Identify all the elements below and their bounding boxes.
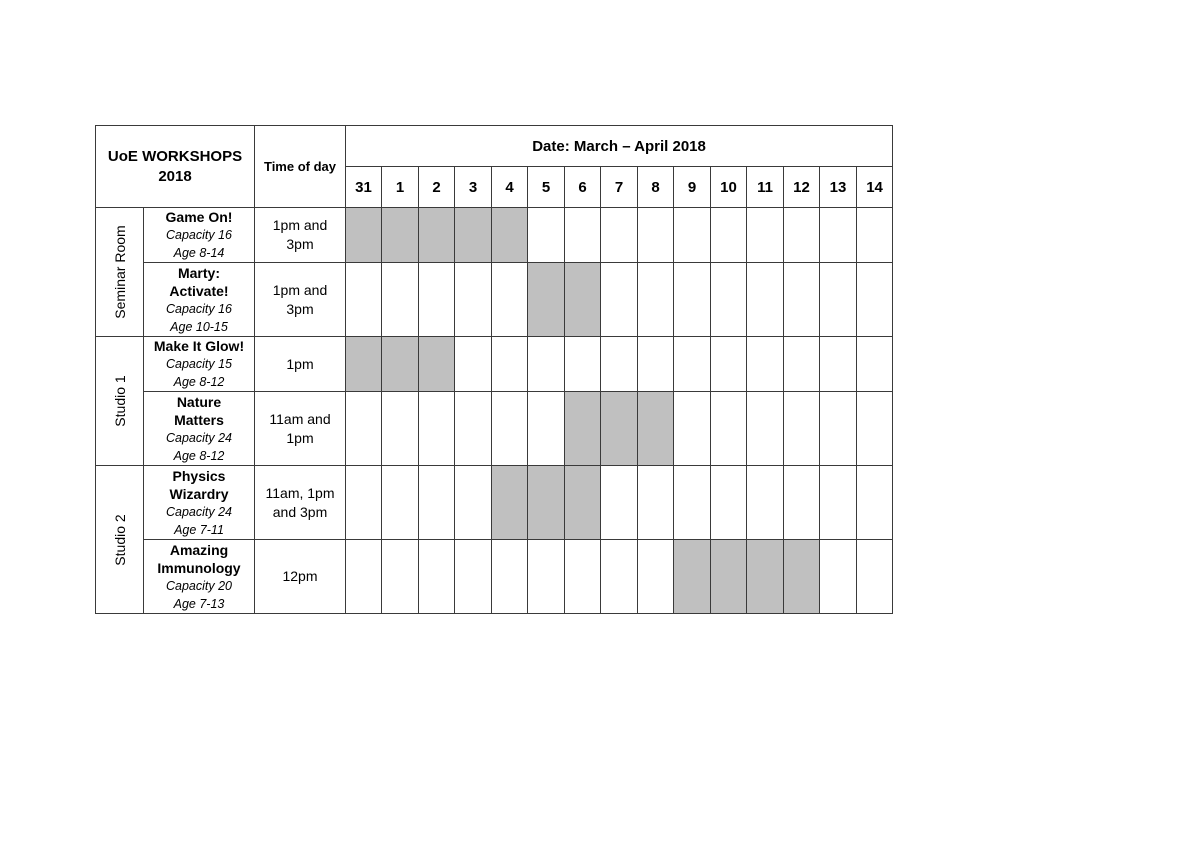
empty-day-cell [638,208,674,263]
workshop-name: Matters [174,411,224,428]
time-line: 3pm [286,236,314,252]
day-header-12: 12 [784,167,820,208]
workshop-time [255,466,346,540]
workshop-info-cell [144,540,255,614]
workshop-info-cell [144,466,255,540]
empty-day-cell [711,466,747,540]
day-header-31: 31 [346,167,382,208]
empty-day-cell [674,466,711,540]
time-of-day-header: Time of day [255,126,346,208]
empty-day-cell [382,466,419,540]
empty-day-cell [419,392,455,466]
empty-day-cell [565,540,601,614]
workshop-info-cell [144,337,255,392]
empty-day-cell [857,337,893,392]
workshop-row [96,263,893,337]
scheduled-day-cell [565,466,601,540]
workshop-time [255,337,346,392]
empty-day-cell [601,540,638,614]
empty-day-cell [784,208,820,263]
empty-day-cell [711,208,747,263]
empty-day-cell [857,263,893,337]
workshop-schedule-table [95,125,893,614]
scheduled-day-cell [382,208,419,263]
scheduled-day-cell [528,263,565,337]
workshop-row [96,466,893,540]
workshop-age: Age 8-12 [173,448,225,463]
workshop-age: Age 10-15 [170,319,228,334]
workshop-capacity: Capacity 24 [165,504,232,519]
workshop-info-cell [144,392,255,466]
workshop-row [96,208,893,263]
empty-day-cell [711,337,747,392]
day-header-7: 7 [601,167,638,208]
header-row-top [96,126,893,167]
empty-day-cell [857,540,893,614]
workshops-title [96,126,255,208]
day-header-4: 4 [492,167,528,208]
empty-day-cell [601,466,638,540]
scheduled-day-cell [346,337,382,392]
workshop-age: Age 7-13 [173,596,225,611]
empty-day-cell [565,337,601,392]
title-line-2: 2018 [158,167,192,185]
time-line: 11am, 1pm [265,484,335,501]
empty-day-cell [492,263,528,337]
scheduled-day-cell [601,392,638,466]
title-line-1: UoE WORKSHOPS [107,147,243,165]
day-header-6: 6 [565,167,601,208]
scheduled-day-cell [382,337,419,392]
day-header-1: 1 [382,167,419,208]
workshop-age: Age 7-11 [174,522,224,537]
empty-day-cell [492,392,528,466]
empty-day-cell [784,337,820,392]
schedule-body [96,208,893,614]
workshop-name: Make It Glow! [153,338,245,354]
empty-day-cell [382,392,419,466]
empty-day-cell [747,263,784,337]
room-label-cell [96,208,144,337]
empty-day-cell [820,540,857,614]
scheduled-day-cell [492,208,528,263]
empty-day-cell [747,208,784,263]
empty-day-cell [455,263,492,337]
empty-day-cell [528,392,565,466]
empty-day-cell [747,392,784,466]
empty-day-cell [528,337,565,392]
time-line: 3pm [286,300,314,317]
day-header-14: 14 [857,167,893,208]
workshop-info-cell [144,208,255,263]
scheduled-day-cell [565,263,601,337]
empty-day-cell [820,208,857,263]
empty-day-cell [601,208,638,263]
day-header-5: 5 [528,167,565,208]
workshop-name: Nature [176,393,222,410]
empty-day-cell [528,540,565,614]
empty-day-cell [820,392,857,466]
empty-day-cell [455,392,492,466]
workshop-capacity: Capacity 16 [165,301,232,316]
day-header-13: 13 [820,167,857,208]
workshop-name: Physics [172,467,226,484]
empty-day-cell [638,337,674,392]
workshop-capacity: Capacity 24 [165,430,232,445]
workshop-time [255,208,346,263]
scheduled-day-cell [674,540,711,614]
scheduled-day-cell [346,208,382,263]
schedule-header [96,126,893,208]
date-range-header: Date: March – April 2018 [346,126,893,167]
scheduled-day-cell [528,466,565,540]
empty-day-cell [711,263,747,337]
time-line: 12pm [282,568,318,584]
scheduled-day-cell [565,392,601,466]
day-header-2: 2 [419,167,455,208]
empty-day-cell [674,337,711,392]
workshop-age: Age 8-12 [173,375,225,389]
workshop-row [96,540,893,614]
workshop-name: Marty: [177,264,220,281]
empty-day-cell [820,466,857,540]
scheduled-day-cell [419,337,455,392]
empty-day-cell [455,466,492,540]
scheduled-day-cell [638,392,674,466]
empty-day-cell [674,208,711,263]
day-header-3: 3 [455,167,492,208]
scheduled-day-cell [711,540,747,614]
empty-day-cell [638,466,674,540]
workshop-name: Wizardry [169,485,229,502]
empty-day-cell [784,263,820,337]
empty-day-cell [601,337,638,392]
empty-day-cell [857,466,893,540]
empty-day-cell [784,392,820,466]
workshop-name: Game On! [165,209,233,225]
workshop-capacity: Capacity 16 [165,228,232,242]
empty-day-cell [857,208,893,263]
workshop-time [255,540,346,614]
day-header-11: 11 [747,167,784,208]
time-line: and 3pm [272,503,328,520]
time-line: 1pm [286,429,314,446]
empty-day-cell [419,263,455,337]
time-line: 11am and [269,410,331,427]
workshop-name: Activate! [169,282,229,299]
empty-day-cell [346,540,382,614]
empty-day-cell [492,540,528,614]
empty-day-cell [674,392,711,466]
workshop-row [96,392,893,466]
time-line: 1pm and [272,281,328,298]
empty-day-cell [674,263,711,337]
scheduled-day-cell [784,540,820,614]
empty-day-cell [382,540,419,614]
empty-day-cell [638,263,674,337]
room-label-cell [96,466,144,614]
empty-day-cell [638,540,674,614]
workshop-age: Age 8-14 [173,246,225,260]
scheduled-day-cell [492,466,528,540]
empty-day-cell [346,263,382,337]
empty-day-cell [784,466,820,540]
empty-day-cell [419,466,455,540]
room-name: Seminar Room [111,225,128,319]
day-header-8: 8 [638,167,674,208]
empty-day-cell [565,208,601,263]
workshop-time [255,392,346,466]
room-name: Studio 1 [111,375,128,427]
empty-day-cell [601,263,638,337]
empty-day-cell [492,337,528,392]
day-header-9: 9 [674,167,711,208]
day-header-10: 10 [711,167,747,208]
room-label-cell [96,337,144,466]
room-name: Studio 2 [111,513,128,566]
workshop-time [255,263,346,337]
empty-day-cell [382,263,419,337]
scheduled-day-cell [419,208,455,263]
scheduled-day-cell [747,540,784,614]
empty-day-cell [711,392,747,466]
empty-day-cell [455,540,492,614]
empty-day-cell [346,392,382,466]
scheduled-day-cell [455,208,492,263]
workshop-capacity: Capacity 15 [165,357,232,371]
workshop-capacity: Capacity 20 [165,578,232,593]
empty-day-cell [528,208,565,263]
empty-day-cell [820,263,857,337]
empty-day-cell [747,337,784,392]
empty-day-cell [346,466,382,540]
time-line: 1pm and [272,217,328,233]
empty-day-cell [857,392,893,466]
empty-day-cell [820,337,857,392]
empty-day-cell [419,540,455,614]
time-line: 1pm [286,355,314,372]
empty-day-cell [455,337,492,392]
empty-day-cell [747,466,784,540]
workshop-info-cell [144,263,255,337]
workshop-name: Amazing [169,541,229,558]
workshop-name: Immunology [157,559,241,576]
workshop-row [96,337,893,392]
